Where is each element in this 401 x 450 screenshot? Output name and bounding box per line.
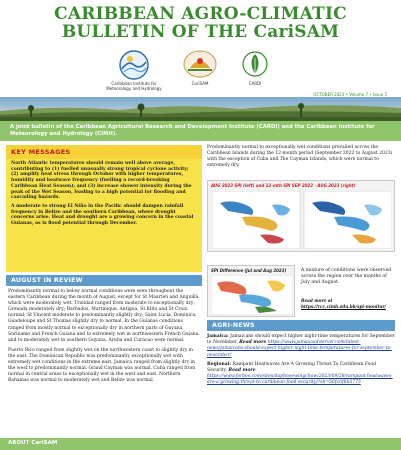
august-review-heading: AUGUST IN REVIEW bbox=[6, 275, 202, 286]
agri-news-item-jamaica bbox=[207, 334, 395, 359]
agri-news-text-regional: Rampant Heatwaves Are A Growing Threat To Caribbean Food Security. bbox=[207, 361, 377, 374]
agri-news-link-regional[interactable]: https://www.forbes.com/sites/daphneewingchow/2023/09/28/rampant-heatwaves-are-a-growing-threat-to-caribbean-food-security/?sh=56fc6f6b5775 bbox=[207, 374, 393, 386]
spi-read-more bbox=[301, 298, 395, 309]
spi-difference-image bbox=[211, 275, 293, 315]
august-review-p1: Predominantly normal to below normal conditions were seen throughout the eastern Caribbean during the month of August, except for St Maarten and Anguilla which were moderately wet. Trinidad ranged from moderate to exceptionally dry; Grenada moderately dry; Barbados, Martinique, Antigua, St Kitts and St Croix normal; St Vincent moderate to predominantly slightly dry; Saint Lucia, Dominica, Guadeloupe and St Thomas slightly dry to normal. In the Guianas conditions ranged from mostly normal to exceptionally dry in northern parts of Guyana, Suriname and French Guiana and to extremely wet in northwestern French Guiana, and to moderately wet in southern Guyana. Aruba and Curacao were normal. bbox=[8, 289, 200, 343]
cimh-logo bbox=[106, 50, 162, 91]
bulletin-title-line1: CARIBBEAN AGRO-CLIMATIC bbox=[54, 4, 347, 24]
august-review-p2: Puerto Rico ranged from slightly wet on the northwestern coast to slightly dry in the east. The Dominican Republic was predominantly exceptionally wet with extremely wet conditions in the extreme east. Jamaica ranged from slightly dry in the west to predominantly normal. Grand Cayman was normal. Cuba ranged from normal in central areas to exceptionally wet in the west and east. Northern Bahamas was normal to moderately wet and Belize was normal. bbox=[8, 347, 196, 384]
agri-news-item-regional bbox=[207, 362, 395, 387]
spi-intro-text: Predominantly normal to exceptionally wet conditions prevailed across the Caribbean Islands during the 12-month period (September 2022 to August 2023) with the exception of Cuba and The Cayman Islands, which were normal to extremely dry. bbox=[207, 145, 393, 168]
agri-news-heading: AGRI-NEWS bbox=[207, 320, 395, 331]
agri-news-label-regional: Regional: bbox=[207, 361, 232, 367]
joint-bulletin-banner bbox=[0, 121, 401, 141]
issue-info: OCTOBER 2023 • Volume 7 • Issue 5 bbox=[313, 92, 387, 97]
key-message-1: North Atlantic temperatures should remain well above average, contributing to (1) fuelled unusually strong tropical cyclone activity; (2) amplify heat stress through October with higher temperatures, humidity and heatwave frequency (fuelling a record-breaking Caribbean Heat Season); and (3) increase shower intensity during the peak of the Wet Season, leading to a high potential for flooding and cascading hazards. bbox=[11, 161, 192, 201]
hero-landscape-image bbox=[0, 97, 401, 121]
right-column bbox=[207, 145, 395, 169]
key-message-2: A moderate to strong El Niño in the Pacific should dampen rainfall frequency in Belize and the southern Caribbean, where drought concerns arise. Heat and drought are a growing concern in the coastal Guianas, as is flood potential through December. bbox=[11, 203, 194, 227]
banner-text: A joint bulletin of the Caribbean Agricultural Research and Development Institute (CARDI) and the Caribbean Institute for Meteorology and Hydrology (CIMH). bbox=[10, 124, 375, 137]
footer-bar bbox=[0, 438, 401, 450]
spi-maps-caption-b: SEP 2022 - AUG 2023 (right) bbox=[291, 183, 356, 188]
agri-news-text-jamaica: Jamaicans should expect higher night-time temperatures for September to November. bbox=[207, 334, 395, 346]
carisam-caption: CariSAM bbox=[191, 81, 209, 86]
agri-news-section bbox=[207, 320, 395, 331]
carisam-logo bbox=[180, 50, 220, 86]
key-messages-heading: KEY MESSAGES bbox=[6, 145, 202, 159]
spi-difference-caption: SPI Difference (Jul and Aug 2023) bbox=[211, 268, 287, 273]
cardi-caption: CARDI bbox=[248, 81, 262, 86]
about-carisam-label: ABOUT CariSAM bbox=[8, 440, 58, 446]
cimh-caption: Caribbean Institute for Meteorology and Hydrology bbox=[106, 81, 162, 91]
spi-maps-image bbox=[212, 191, 392, 249]
agri-news-body bbox=[207, 334, 395, 387]
cardi-logo bbox=[240, 50, 270, 86]
logo-row bbox=[0, 50, 401, 90]
agri-news-readmore-regional: Read more bbox=[228, 368, 256, 374]
spi-difference-panel bbox=[207, 265, 295, 317]
left-column bbox=[6, 145, 202, 384]
agri-news-readmore-jamaica: Read more bbox=[239, 340, 267, 346]
spi-maps-caption-a: AUG 2023 SPI (left) and 12-mth SPI bbox=[211, 183, 291, 188]
spi-maps-panel bbox=[207, 180, 395, 252]
spi-maps-caption bbox=[211, 183, 355, 188]
agri-news-link-jamaica[interactable]: https://www.jamaicaobserver.com/latest-news/jamaicans-should-expect-higher-night-time-temperatures-for-september-to-november/ bbox=[207, 340, 392, 358]
agri-news-label-jamaica: Jamaica: bbox=[207, 334, 229, 339]
mixture-text: A mixture of conditions were observed across the region over the months of July and August. bbox=[301, 268, 392, 285]
bulletin-title-line2: BULLETIN OF THE CariSAM bbox=[61, 22, 340, 42]
spi-monitor-link[interactable]: https://rcc.cimh.edu.bb/spi-monitor/ bbox=[301, 303, 387, 309]
key-messages-box bbox=[6, 159, 202, 272]
read-more-label: Read more at bbox=[301, 298, 333, 303]
